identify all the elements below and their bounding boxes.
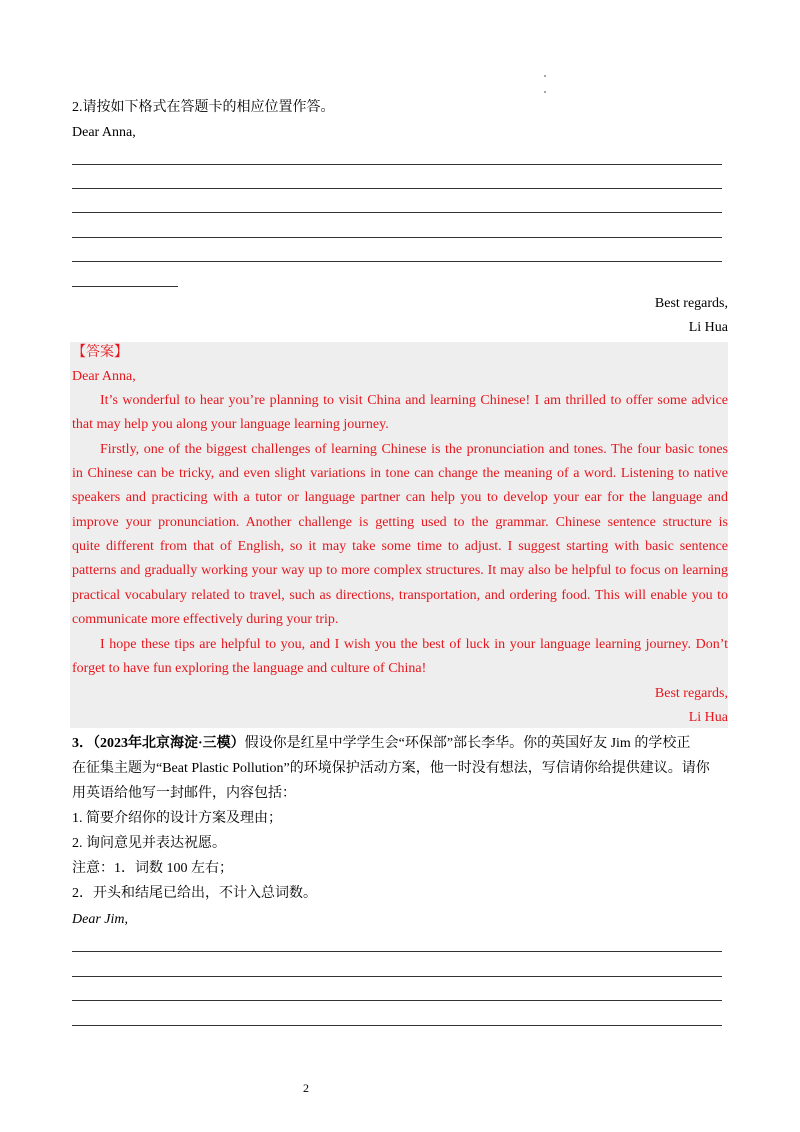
answer-line: speakers and practicing with a tutor or language partner can help you to develop your ear for the language and — [72, 490, 728, 505]
answer-label: 【答案】 — [72, 345, 128, 360]
writing-line — [72, 1000, 722, 1001]
answer-line: quite different from that of English, so it may take some time to adjust. I suggest starting with basic sentence — [72, 539, 728, 554]
question-3-item-1: 1. 简要介绍你的设计方案及理由； — [72, 811, 282, 826]
question-3-line-1 — [72, 733, 690, 755]
page-number: 2 — [303, 1081, 309, 1095]
answer-line: patterns and gradually working your way up to more complex structures. It may also be helpful to focus on learning — [72, 563, 728, 578]
closing: Best regards, — [654, 296, 728, 311]
writing-line — [72, 188, 722, 189]
instruction-text: 2.请按如下格式在答题卡的相应位置作答。 — [72, 100, 335, 115]
writing-line — [72, 951, 722, 952]
writing-line — [72, 261, 722, 262]
answer-line: I hope these tips are helpful to you, and I wish you the best of luck in your language learning journey. Don’t — [100, 637, 728, 652]
answer-line: improve your pronunciation. Another challenge is getting used to the grammar. Chinese sentence structure is — [72, 515, 728, 530]
question-3-note-2: 2．开头和结尾已给出，不计入总词数。 — [72, 886, 317, 901]
answer-salutation: Dear Anna, — [72, 369, 136, 384]
scan-dot — [544, 75, 546, 77]
writing-line — [72, 1025, 722, 1026]
salutation: Dear Anna, — [72, 125, 136, 140]
scan-dot — [544, 91, 546, 93]
answer-closing: Best regards, — [654, 686, 728, 701]
writing-line — [72, 212, 722, 213]
writing-line-short — [72, 286, 178, 287]
answer-line: communicate more effectively during your trip. — [72, 612, 339, 627]
question-3-line-3: 用英语给他写一封邮件，内容包括： — [72, 786, 296, 801]
answer-line: that may help you along your language learning journey. — [72, 417, 389, 432]
signature: Li Hua — [688, 320, 728, 335]
writing-line — [72, 164, 722, 165]
question-3-salutation: Dear Jim, — [72, 912, 128, 927]
answer-line: Firstly, one of the biggest challenges of learning Chinese is the pronunciation and tones. The four basic tones — [100, 442, 728, 457]
answer-line: forget to have fun exploring the language and culture of China! — [72, 661, 427, 676]
question-source: （2023年北京海淀·三模） — [93, 736, 245, 751]
question-3-item-2: 2. 询问意见并表达祝愿。 — [72, 836, 226, 851]
question-3-note-1: 注意：1．词数 100 左右； — [72, 861, 233, 876]
question-text: 假设你是红星中学学生会“环保部”部长李华。你的英国好友 Jim 的学校正 — [244, 736, 691, 751]
question-3-line-2: 在征集主题为“Beat Plastic Pollution”的环境保护活动方案，他一时没有想法，写信请你给提供建议。请你 — [72, 761, 710, 776]
answer-line: practical vocabulary related to travel, such as directions, transportation, and ordering food. This will enable you to — [72, 588, 728, 603]
answer-line: It’s wonderful to hear you’re planning to visit China and learning Chinese! I am thrilled to offer some advice — [100, 393, 728, 408]
question-number: 3． — [72, 736, 93, 751]
answer-signature: Li Hua — [688, 710, 728, 725]
writing-line — [72, 237, 722, 238]
writing-line — [72, 976, 722, 977]
answer-line: in Chinese can be tricky, and even slight variations in tone can change the meaning of a word. Listening to native — [72, 466, 728, 481]
